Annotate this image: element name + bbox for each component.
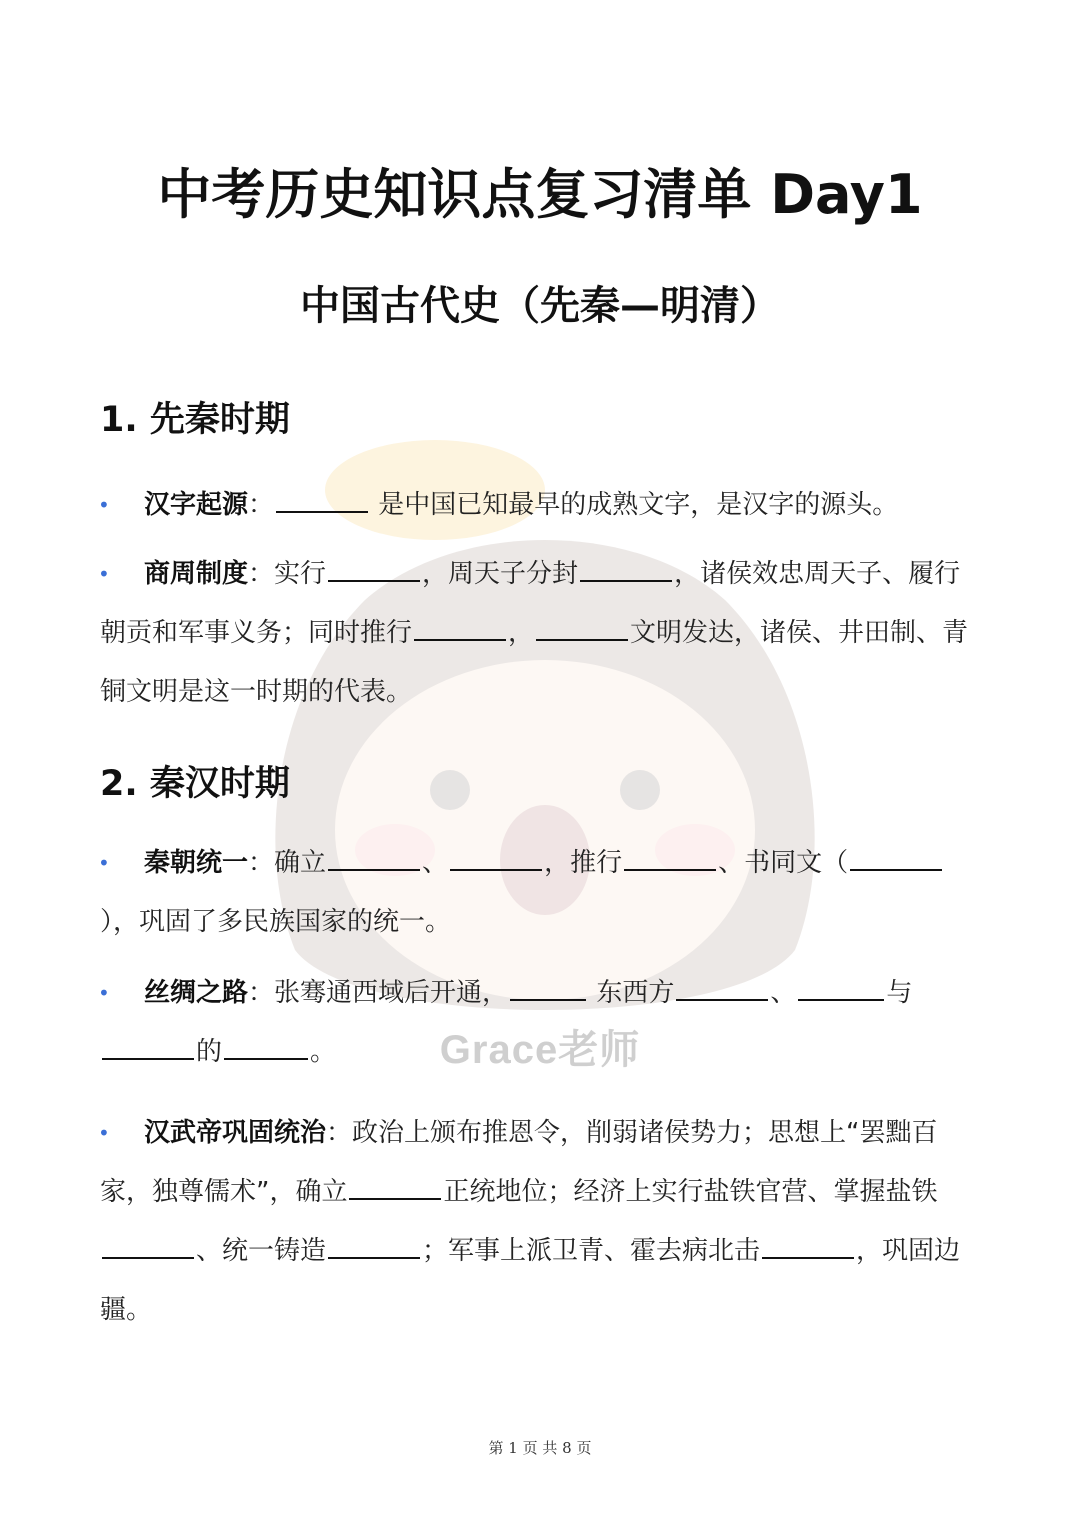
- fill-blank[interactable]: [762, 1231, 854, 1259]
- item-text: 正统地位；经济上实行盐铁官营、掌握盐铁: [443, 1177, 938, 1207]
- fill-blank[interactable]: [276, 485, 368, 513]
- fill-blank[interactable]: [676, 973, 768, 1001]
- fill-blank[interactable]: [102, 1231, 194, 1259]
- list-item: [100, 834, 980, 952]
- item-text: ；军事上派卫青、霍去病北击: [422, 1236, 761, 1266]
- fill-blank[interactable]: [102, 1032, 194, 1060]
- item-text: ，巩固边疆。: [100, 1236, 961, 1325]
- fill-blank[interactable]: [328, 554, 420, 582]
- item-text: 与: [886, 978, 913, 1008]
- item-colon: ：: [248, 978, 275, 1008]
- bullet-icon: •: [98, 1121, 110, 1145]
- document-subtitle: 中国古代史（先秦—明清）: [300, 283, 780, 329]
- item-text: 文明发达，诸侯、井田制、青铜文明是这一时期的代表。: [100, 618, 969, 707]
- document-title: 中考历史知识点复习清单 Day1: [157, 163, 923, 226]
- fill-blank[interactable]: [414, 613, 506, 641]
- page-footer: 第 1 页 共 8 页: [488, 1439, 592, 1457]
- item-text: ，: [508, 618, 535, 648]
- fill-blank[interactable]: [624, 843, 716, 871]
- section-title: 1. 先秦时期: [100, 400, 290, 440]
- item-text: 、: [422, 848, 449, 878]
- item-text: 实行: [274, 559, 327, 589]
- item-text: 。: [310, 1037, 337, 1067]
- item-text: ，周天子分封: [422, 559, 579, 589]
- fill-blank[interactable]: [798, 973, 884, 1001]
- bullet-icon: •: [98, 981, 110, 1005]
- item-text: 确立: [274, 848, 327, 878]
- item-text: 的: [196, 1037, 223, 1067]
- bullet-icon: •: [98, 851, 110, 875]
- fill-blank[interactable]: [536, 613, 628, 641]
- item-text: ），巩固了多民族国家的统一。: [100, 907, 452, 937]
- item-text: ，诸侯效忠周天子、履行朝贡和军事义务；同时推行: [100, 559, 961, 648]
- fill-blank[interactable]: [328, 1231, 420, 1259]
- item-text: 政治上颁布推恩令，削弱诸侯势力；思想上“罢黜百家，独尊儒术”，确立: [100, 1118, 938, 1207]
- item-text: 、书同文（: [718, 848, 849, 878]
- item-colon: ：: [248, 559, 275, 589]
- list-item: [100, 545, 980, 722]
- item-colon: ：: [248, 490, 275, 520]
- list-item: [100, 476, 980, 535]
- item-key: 商周制度: [144, 559, 249, 589]
- bullet-icon: •: [98, 493, 110, 517]
- fill-blank[interactable]: [510, 973, 586, 1001]
- item-text: 、统一铸造: [196, 1236, 327, 1266]
- item-text: 是中国已知最早的成熟文字，是汉字的源头。: [378, 490, 899, 520]
- list-item: [100, 1104, 980, 1340]
- fill-blank[interactable]: [580, 554, 672, 582]
- fill-blank[interactable]: [224, 1032, 308, 1060]
- item-colon: ：: [326, 1118, 353, 1148]
- section-title: 2. 秦汉时期: [100, 764, 290, 804]
- item-key: 汉武帝巩固统治: [144, 1118, 327, 1148]
- item-key: 汉字起源: [144, 490, 249, 520]
- fill-blank[interactable]: [349, 1172, 441, 1200]
- item-text: 、: [770, 978, 797, 1008]
- watermark-text: Grace老师: [439, 1028, 641, 1072]
- item-text: 东西方: [596, 978, 675, 1008]
- bullet-icon: •: [98, 562, 110, 586]
- item-text: 张骞通西域后开通，: [274, 978, 509, 1008]
- fill-blank[interactable]: [328, 843, 420, 871]
- item-text: ，推行: [544, 848, 623, 878]
- item-key: 丝绸之路: [144, 978, 249, 1008]
- fill-blank[interactable]: [450, 843, 542, 871]
- list-item: [100, 964, 980, 1082]
- item-colon: ：: [248, 848, 275, 878]
- item-key: 秦朝统一: [144, 848, 249, 878]
- fill-blank[interactable]: [850, 843, 942, 871]
